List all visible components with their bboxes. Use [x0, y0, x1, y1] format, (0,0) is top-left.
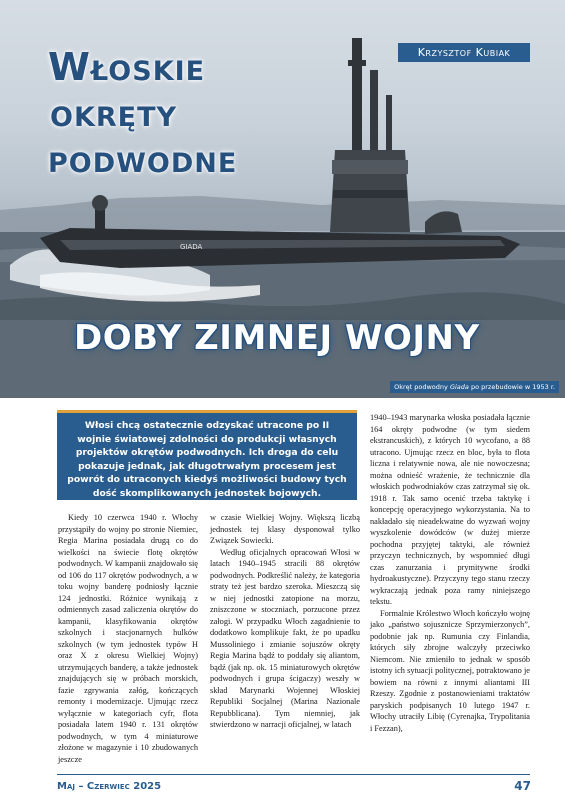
- hull-name-label: GIADA: [180, 243, 203, 251]
- author-name: Krzysztof Kubiak: [417, 46, 511, 59]
- paragraph: w czasie Wielkiej Wojny. Większą liczbą jednostek tej klasy dysponował tylko Związek Sowiecki.: [210, 513, 360, 545]
- title-line-2: okręty: [50, 91, 178, 135]
- article-column-1: [58, 512, 198, 765]
- caption-suffix: po przebudowie w 1953 r.: [468, 383, 555, 391]
- caption-prefix: Okręt podwodny: [394, 383, 450, 391]
- title-line-3: podwodne: [48, 137, 238, 181]
- paragraph: Według oficjalnych opracowań Włosi w latach 1940–1945 stracili 88 okrętów podwodnych. Podkreślić należy, że kategoria straty też jest bardzo szeroka. Mieszczą się w niej jednostki zatopione na morzu, zniszczone w stoczniach, porzucone przez załogi. W przypadku Włoch zagadnienie to dodatkowo komplikuje fakt, że po upadku Mussoliniego i zmianie sojuszów okręty Regia Marina bądź to poddały się aliantom, bądź (jak np. ok. 15 miniaturowych okrętów podwodnych i grupa ścigaczy) weszły w skład Marynarki Wojennej Włoskiej Republiki Socjalnej (Marina Nazionale Repubblicana). Tym niemniej, jak stwierdzono w narracji oficjalnej, w latach: [210, 547, 360, 729]
- article-column-3: [370, 412, 530, 734]
- paragraph: Kiedy 10 czerwca 1940 r. Włochy przystąpiły do wojny po stronie Niemiec, Regia Marina posiadała drugą co do wielkości na świecie flotę okrętów podwodnych. W kampanii znajdowało się od 106 do 117 okrętów podwodnych, a w toku wojny banderę podniosły łącznie 124 jednostki. Różnice wynikają z odmiennych zasad zaliczenia okrętów do kampanii, klasyfikowania okrętów szkolnych i stacjonarnych hulków szkolnych (w tym jednostek typów H oraz X z okresu Wielkiej Wojny) utrzymujących banderę, a także jednostek znajdujących się w próbach morskich, fazie zgrywania załóg, kończących remonty i modernizacje. Ujmując rzecz wyłącznie w kategoriach cyfr, flota posiadała latem 1940 r. 131 okrętów podwodnych, w tym 4 miniaturowe złożone w magazynie i 10 zbudowanych jeszcze: [58, 513, 198, 764]
- page-number: 47: [514, 779, 531, 793]
- title-line-1: Włoskie: [48, 45, 206, 89]
- lead-paragraph: Włosi chcą ostatecznie odzyskać utracone po II wojnie światowej zdolności do produkcji własnych projektów okrętów podwodnych. Ich droga do celu pokazuje jednak, jak długotrwałym procesem jest powrót do utraconych kiedyś możliwości budowy tych dość skomplikowanych jednostek bojowych.: [57, 410, 357, 500]
- article-column-2: [210, 512, 360, 731]
- paragraph: 1940–1943 marynarka włoska posiadała łącznie 164 okręty podwodne (w tym siedem ekstrancuskich), z których 10 wycofano, a 88 utracono. Ujmując rzecz en bloc, była to flota liczna i relatywnie nowa, ale nie nowoczesna; można odnieść wrażenie, że technicznie dla włoskich podwodniaków czas zatrzymał się ok. 1918 r. Tak samo ocenić trzeba taktykę i koncepcję operacyjnego wykorzystania. Na to nakładało się nieadekwatne do wyzwań wojny wyszkolenie dowódców (w dużej mierze pochodna przyjętej taktyki, ale również przyczyn technicznych, by wspomnieć długi czas zanurzania i prymitywne środki hydroakustyczne). Przyczyny tego stanu rzeczy wykraczają jednak poza ramy niniejszego tekstu.: [370, 413, 530, 606]
- issue-label: Maj – Czerwiec 2025: [57, 781, 162, 792]
- footer-divider: [57, 774, 530, 775]
- photo-caption: [390, 381, 559, 393]
- subtitle: DOBY ZIMNEJ WOJNY: [74, 318, 480, 358]
- paragraph: Formalnie Królestwo Włoch kończyło wojnę jako „państwo sojusznicze Sprzymierzonych”, podobnie jak np. Rumunia czy Finlandia, których siły zbrojne walczyły przeciwko Niemcom. Nie zmieniło to jednak w sposób istotny ich sytuacji politycznej, potraktowano je bowiem na równi z innymi aliantami III Rzeszy. Zgodnie z postanowieniami traktatów paryskich podpisanych 10 lutego 1947 r. Włochy utraciły Libię (Cyrenajka, Trypolitania i Fezzan),: [370, 608, 530, 733]
- author-badge: [398, 43, 530, 62]
- hero-photo: [0, 0, 565, 398]
- caption-ship-name: Giada: [449, 383, 469, 391]
